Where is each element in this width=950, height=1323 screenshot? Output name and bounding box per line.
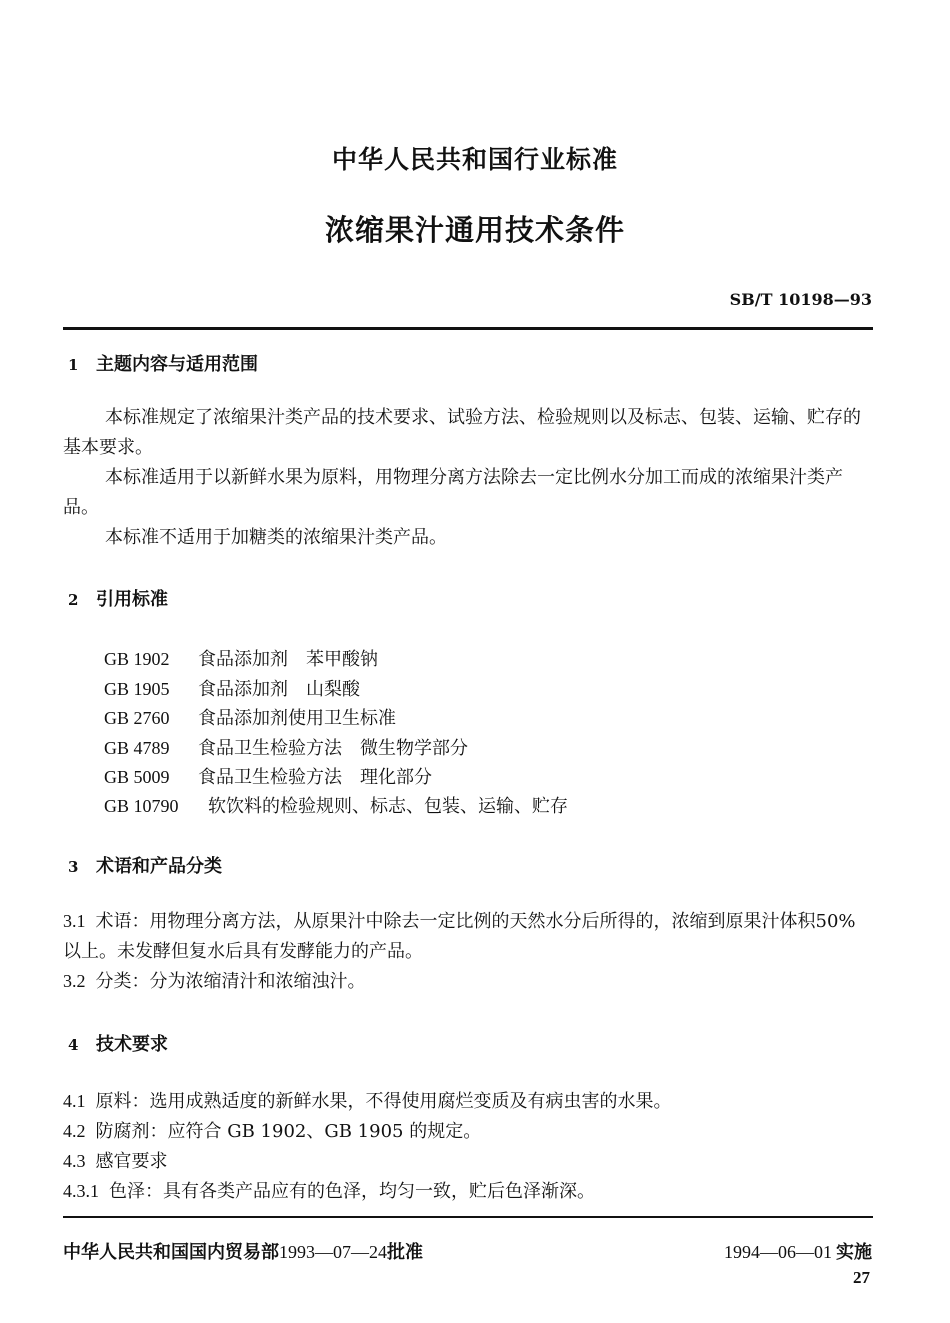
clause-text: 术语：用物理分离方法，从原果汁中除去一定比例的天然水分后所得的，浓缩到原果汁体积50%以上。未发酵但复水后具有发酵能力的产品。 bbox=[63, 911, 856, 962]
section-1-paragraph-3: 本标准不适用于加糖类的浓缩果汁类产品。 bbox=[105, 527, 447, 548]
clause-3-1 bbox=[63, 906, 873, 967]
reference-code: GB 1902 bbox=[104, 649, 170, 669]
clause-text: 分类：分为浓缩清汁和浓缩浊汁。 bbox=[95, 971, 366, 992]
clause-4-1 bbox=[63, 1086, 873, 1117]
section-4-title: 技术要求 bbox=[96, 1034, 168, 1055]
reference-text: 食品添加剂 苯甲酸钠 bbox=[198, 649, 378, 670]
section-3-number: 3 bbox=[68, 858, 79, 876]
section-1-paragraph-2: 本标准适用于以新鲜水果为原料，用物理分离方法除去一定比例水分加工而成的浓缩果汁类产品。 bbox=[63, 467, 843, 518]
clause-text: 防腐剂：应符合 GB 1902、GB 1905 的规定。 bbox=[95, 1121, 482, 1142]
page-number: 27 bbox=[853, 1268, 870, 1287]
clause-4-3 bbox=[63, 1146, 873, 1177]
reference-code: GB 5009 bbox=[104, 767, 170, 787]
clause-text: 色泽：具有各类产品应有的色泽，均匀一致，贮后色泽渐深。 bbox=[109, 1181, 595, 1202]
clause-4-3-1 bbox=[63, 1176, 873, 1207]
section-1-heading bbox=[68, 350, 258, 376]
reference-code: GB 2760 bbox=[104, 708, 170, 728]
reference-item bbox=[104, 763, 432, 789]
reference-item bbox=[104, 734, 468, 760]
clause-number: 4.1 bbox=[63, 1091, 86, 1111]
reference-code: GB 10790 bbox=[104, 796, 179, 816]
section-4-number: 4 bbox=[68, 1036, 79, 1054]
document-title: 浓缩果汁通用技术条件 bbox=[324, 213, 625, 247]
reference-code: GB 1905 bbox=[104, 679, 170, 699]
reference-text: 食品卫生检验方法 理化部分 bbox=[198, 767, 432, 788]
reference-text: 食品添加剂使用卫生标准 bbox=[198, 708, 396, 729]
clause-3-2 bbox=[63, 966, 873, 997]
reference-text: 食品卫生检验方法 微生物学部分 bbox=[198, 738, 468, 759]
clause-4-2 bbox=[63, 1116, 873, 1147]
approval-label: 批准 bbox=[387, 1242, 423, 1263]
reference-text: 食品添加剂 山梨酸 bbox=[198, 679, 360, 700]
approval-line bbox=[63, 1238, 423, 1264]
section-2-number: 2 bbox=[68, 591, 79, 609]
effective-date: 1994—06—01 bbox=[724, 1242, 832, 1262]
header-divider bbox=[63, 327, 873, 330]
standard-body-title: 中华人民共和国行业标准 bbox=[331, 145, 618, 174]
reference-code: GB 4789 bbox=[104, 738, 170, 758]
standard-code: SB/T 10198—93 bbox=[729, 290, 872, 309]
reference-item bbox=[104, 704, 396, 730]
section-1-title: 主题内容与适用范围 bbox=[96, 354, 258, 375]
section-1-paragraph-1: 本标准规定了浓缩果汁类产品的技术要求、试验方法、检验规则以及标志、包装、运输、贮存的基本要求。 bbox=[63, 407, 861, 458]
section-1-number: 1 bbox=[68, 356, 79, 374]
section-3-heading bbox=[68, 852, 222, 878]
clause-number: 4.2 bbox=[63, 1121, 86, 1141]
clause-text: 原料：选用成熟适度的新鲜水果，不得使用腐烂变质及有病虫害的水果。 bbox=[95, 1091, 672, 1112]
clause-number: 4.3.1 bbox=[63, 1181, 99, 1201]
section-4-heading bbox=[68, 1030, 168, 1056]
reference-item bbox=[104, 675, 360, 701]
footer-divider bbox=[63, 1216, 873, 1218]
issuer-name: 中华人民共和国国内贸易部 bbox=[63, 1242, 279, 1263]
clause-number: 3.2 bbox=[63, 971, 86, 991]
effective-line bbox=[724, 1238, 872, 1264]
section-3-title: 术语和产品分类 bbox=[96, 856, 222, 877]
clause-number: 4.3 bbox=[63, 1151, 86, 1171]
reference-item bbox=[104, 645, 378, 671]
reference-text: 软饮料的检验规则、标志、包装、运输、贮存 bbox=[208, 796, 568, 817]
reference-item bbox=[104, 792, 568, 818]
approval-date: 1993—07—24 bbox=[279, 1242, 387, 1262]
section-2-heading bbox=[68, 585, 168, 611]
clause-text: 感官要求 bbox=[95, 1151, 168, 1172]
effective-label: 实施 bbox=[836, 1242, 872, 1263]
section-2-title: 引用标准 bbox=[96, 589, 168, 610]
clause-number: 3.1 bbox=[63, 911, 86, 931]
